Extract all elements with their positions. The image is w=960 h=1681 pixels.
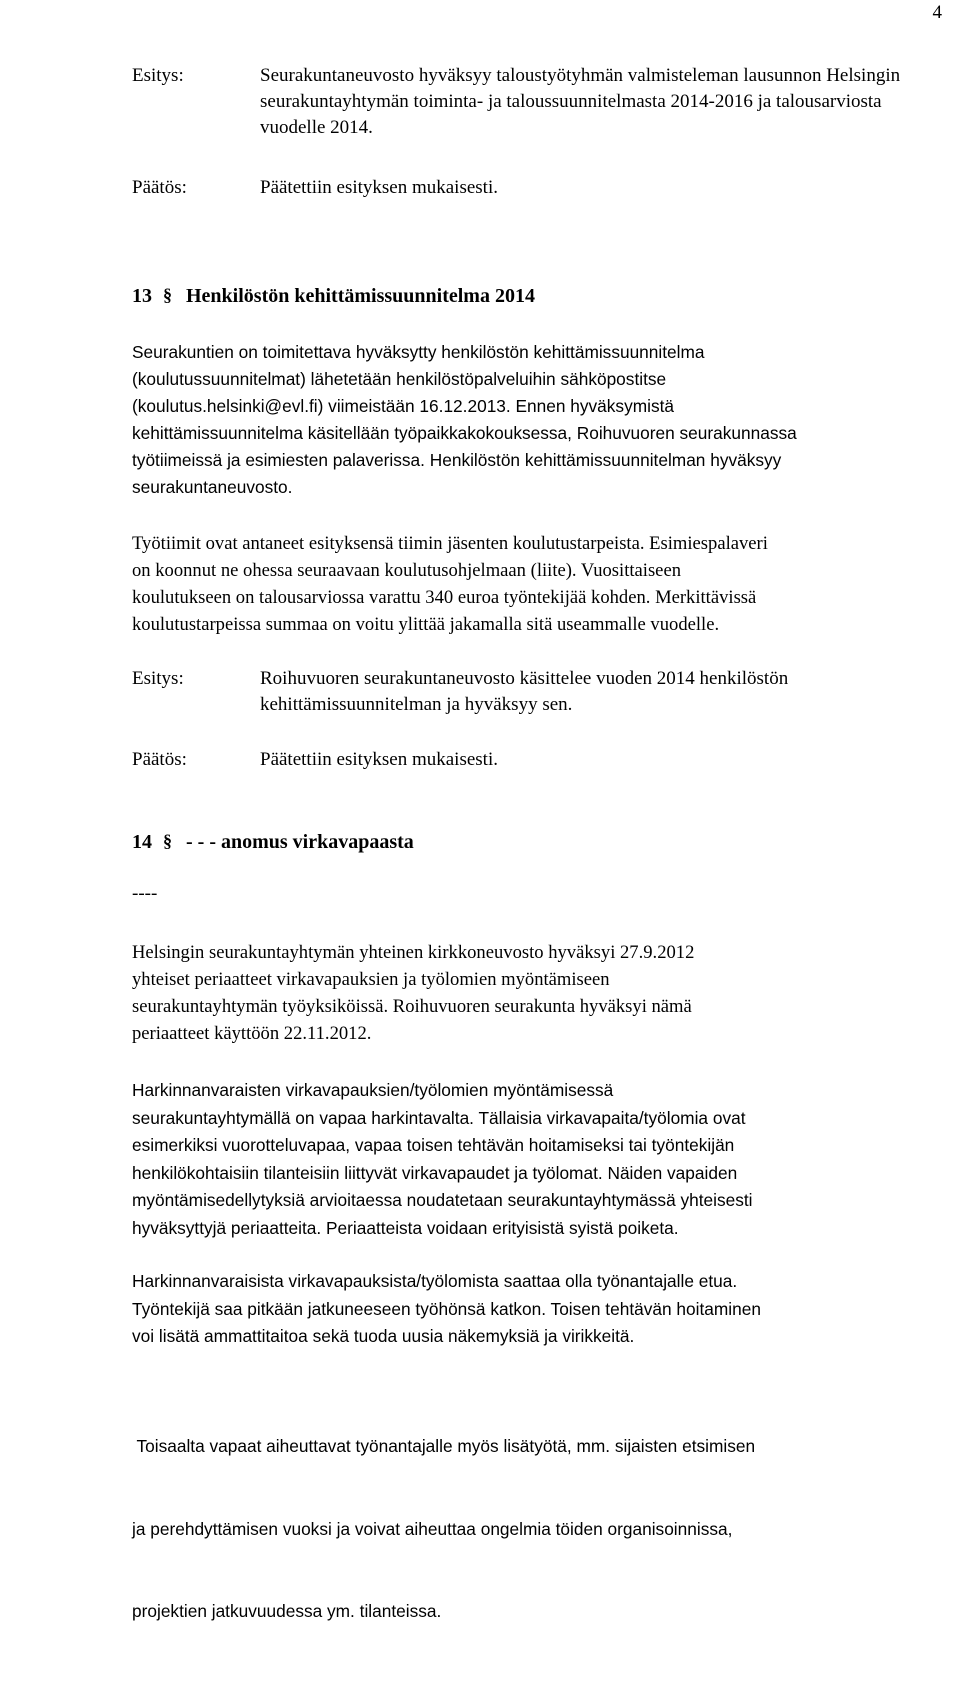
text-line: seurakuntayhtymän työyksiköissä. Roihuvuoren seurakunta hyväksyi nämä [132, 996, 692, 1017]
esitys-text: Seurakuntaneuvosto hyväksyy taloustyötyhmän valmisteleman lausunnon Helsingin seurakuntayhtymän toiminta- ja taloussuunnitelmasta 2014-2016 ja talousarviosta vuodelle 2014. [260, 65, 901, 138]
text-line: (koulutus.helsinki@evl.fi) viimeistään 16.12.2013. Ennen hyväksymistä [132, 396, 675, 416]
section-title: - - - anomus virkavapaasta [186, 831, 414, 853]
section-14-paragraph-3 [132, 1268, 952, 1351]
svg-text:§: § [163, 831, 172, 851]
esitys-block [132, 63, 932, 143]
section-14-paragraph-1 [132, 939, 952, 1047]
text-line: Seurakuntien on toimitettava hyväksytty henkilöstön kehittämissuunnitelma [132, 342, 705, 362]
text-line: Työntekijä saa pitkään jatkuneeseen työhönsä katkon. Toisen tehtävän hoitaminen [132, 1298, 761, 1319]
paatos-text: Päätettiin esityksen mukaisesti. [260, 177, 498, 198]
section-sign-icon [160, 284, 178, 306]
svg-text:§: § [163, 285, 172, 305]
section-14-paragraph-4 [132, 1378, 952, 1681]
text-line: yhteiset periaatteet virkavapauksien ja työlomien myöntämiseen [132, 969, 610, 990]
text-line: kehittämissuunnitelma käsitellään työpaikkakokouksessa, Roihuvuoren seurakunnassa [132, 423, 797, 443]
text-line: Roihuvuoren seurakuntaneuvosto käsittelee vuoden 2014 henkilöstön [260, 668, 789, 689]
text-line: hyväksyttyjä periaatteita. Periaatteista voidaan erityisistä syistä poiketa. [132, 1217, 679, 1238]
text-line: projektien jatkuvuudessa ym. tilanteissa. [132, 1601, 442, 1621]
text-line: seurakuntayhtymällä on vapaa harkintavalta. Tällaisia virkavapaita/työlomia ovat [132, 1107, 746, 1128]
paatos-label: Päätös: [132, 749, 187, 770]
text-line: Harkinnanvaraisista virkavapauksista/työlomista saattaa olla työnantajalle etua. [132, 1271, 738, 1291]
text-line: seurakuntaneuvosto. [132, 477, 293, 497]
text-line: koulutustarpeissa summaa on voitu ylittää jakamalla sitä useammalle vuodelle. [132, 614, 720, 635]
text-line: kehittämissuunnitelman ja hyväksyy sen. [260, 694, 573, 715]
text-line: Toisaalta vapaat aiheuttavat työnantajalle myös lisätyötä, mm. sijaisten etsimisen [132, 1436, 756, 1456]
section-13-paragraph-2 [132, 530, 952, 638]
section-14-paragraph-2 [132, 1077, 952, 1242]
esitys-label: Esitys: [132, 65, 184, 86]
section-13-heading [132, 284, 535, 308]
section-14-heading [132, 830, 414, 854]
redaction-dashes: ---- [132, 883, 158, 904]
text-line: (koulutussuunnitelmat) lähetetään henkilöstöpalveluihin sähköpostitse [132, 369, 667, 389]
text-line: voi lisätä ammattitaitoa sekä tuoda uusia näkemyksiä ja virikkeitä. [132, 1326, 635, 1346]
text-line: Työtiimit ovat antaneet esityksensä tiimin jäsenten koulutustarpeista. Esimiespalaveri [132, 533, 768, 554]
paatos-text: Päätettiin esityksen mukaisesti. [260, 749, 498, 770]
paatos-label: Päätös: [132, 177, 187, 198]
section-number: 14 [132, 831, 152, 853]
text-line: esimerkiksi vuorotteluvapaa, vapaa toisen tehtävän hoitamiseksi tai työntekijän [132, 1135, 735, 1155]
section-13-paragraph-1 [132, 339, 952, 501]
page-number: 4 [932, 2, 942, 23]
text-line: myöntämisedellytyksiä arvioitaessa noudatetaan seurakuntayhtymässä yhteisesti [132, 1190, 753, 1210]
section-13-esitys-block [132, 666, 932, 726]
text-line: Harkinnanvaraisten virkavapauksien/työlomien myöntämisessä [132, 1080, 614, 1100]
text-line: Helsingin seurakuntayhtymän yhteinen kirkkoneuvosto hyväksyi 27.9.2012 [132, 942, 695, 963]
section-sign-icon [160, 830, 178, 852]
section-number: 13 [132, 285, 152, 307]
text-line: työtiimeissä ja esimiesten palaverissa. Henkilöstön kehittämissuunnitelman hyväksyy [132, 450, 782, 470]
text-line: ja perehdyttämisen vuoksi ja voivat aiheuttaa ongelmia töiden organisoinnissa, [132, 1518, 733, 1539]
section-title: Henkilöstön kehittämissuunnitelma 2014 [186, 285, 535, 307]
text-line: periaatteet käyttöön 22.11.2012. [132, 1023, 372, 1044]
text-line: on koonnut ne ohessa seuraavaan koulutusohjelmaan (liite). Vuosittaiseen [132, 560, 681, 581]
esitys-text [260, 666, 950, 718]
text-line: henkilökohtaisiin tilanteisiin liittyvät virkavapaudet ja työlomat. Näiden vapaiden [132, 1162, 738, 1183]
text-line: koulutukseen on talousarviossa varattu 340 euroa työntekijää kohden. Merkittävissä [132, 587, 757, 608]
esitys-label: Esitys: [132, 668, 184, 689]
